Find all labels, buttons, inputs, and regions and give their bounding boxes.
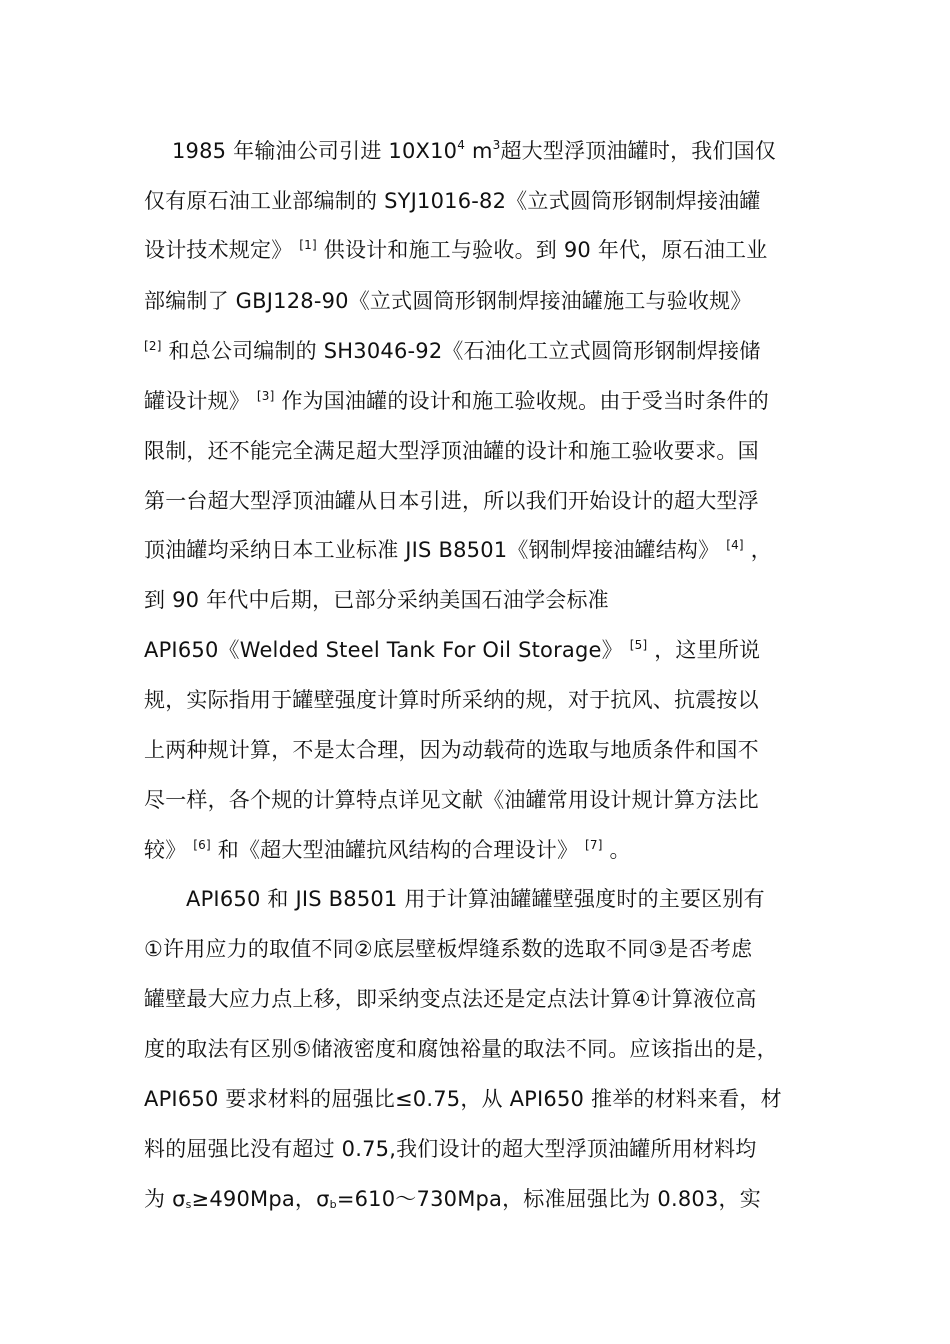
- text-span: 作为国油罐的设计和施工验收规。由于受当时条件的: [274, 389, 769, 413]
- text-line: 到 90 年代中后期，已部分采纳美国石油学会标准: [144, 588, 609, 612]
- text-span: =610～730Mpa，标准屈强比为 0.803，实: [336, 1187, 761, 1211]
- text-line: [144, 331, 760, 371]
- citation-ref: [1]: [299, 238, 317, 252]
- citation-ref: [5]: [629, 638, 648, 652]
- text-span: ≥490Mpa，σ: [191, 1187, 330, 1211]
- text-line: [172, 131, 776, 171]
- text-line: 上两种规计算，不是太合理，因为动载荷的选取与地质条件和国不: [144, 738, 759, 762]
- text-span: 超大型浮顶油罐时，我们国仅: [500, 139, 777, 163]
- text-span: 罐设计规》: [144, 389, 257, 413]
- text-span: 设计技术规定》: [144, 238, 300, 262]
- text-line: 度的取法有区别⑤储液密度和腐蚀裕量的取法不同。应该指出的是，: [144, 1037, 778, 1061]
- text-line: 第一台超大型浮顶油罐从日本引进，所以我们开始设计的超大型浮: [144, 489, 759, 513]
- text-line: [144, 1179, 761, 1219]
- superscript: 4: [457, 138, 466, 152]
- text-span: API650《Welded Steel Tank For Oil Storage》: [144, 638, 630, 662]
- text-line: 仅有原石油工业部编制的 SYJ1016-82《立式圆筒形钢制焊接油罐: [144, 189, 761, 213]
- text-line: API650 要求材料的屈强比≤0.75，从 API650 推举的材料来看，材: [144, 1087, 782, 1111]
- text-line: 尽一样，各个规的计算特点详见文献《油罐常用设计规计算方法比: [144, 788, 759, 812]
- text-span: m: [465, 139, 493, 163]
- text-span: 。: [602, 838, 631, 862]
- subscript: b: [329, 1198, 337, 1211]
- text-line: 部编制了 GBJ128-90《立式圆筒形钢制焊接油罐施工与验收规》: [144, 289, 752, 313]
- text-line: [144, 381, 769, 421]
- text-line: [144, 230, 767, 270]
- text-line: API650 和 JIS B8501 用于计算油罐罐壁强度时的主要区别有: [186, 887, 765, 911]
- text-span: 和总公司编制的 SH3046-92《石油化工立式圆筒形钢制焊接储: [161, 339, 761, 363]
- text-span: ，这里所说: [647, 638, 761, 662]
- text-span: ，: [743, 538, 772, 562]
- text-line: [144, 830, 631, 870]
- text-line: 料的屈强比没有超过 0.75,我们设计的超大型浮顶油罐所用材料均: [144, 1137, 757, 1161]
- text-line: 限制，还不能完全满足超大型浮顶油罐的设计和施工验收要求。国: [144, 439, 759, 463]
- text-span: 1985 年输油公司引进 10X10: [172, 139, 458, 163]
- text-span: 较》: [144, 838, 194, 862]
- text-span: 供设计和施工与验收。到 90 年代，原石油工业: [316, 238, 768, 262]
- text-line: [144, 630, 760, 670]
- text-line: ①许用应力的取值不同②底层壁板焊缝系数的选取不同③是否考虑: [144, 937, 753, 961]
- text-span: 和《超大型油罐抗风结构的合理设计》: [210, 838, 586, 862]
- citation-ref: [3]: [256, 389, 275, 403]
- text-line: 规，实际指用于罐壁强度计算时所采纳的规，对于抗风、抗震按以: [144, 688, 759, 712]
- text-line: [144, 530, 772, 570]
- citation-ref: [6]: [193, 838, 211, 852]
- text-span: 为 σ: [144, 1187, 186, 1211]
- superscript: 3: [492, 138, 501, 152]
- text-span: 顶油罐均采纳日本工业标准 JIS B8501《钢制焊接油罐结构》: [144, 538, 727, 562]
- citation-ref: [2]: [144, 339, 162, 353]
- text-line: 罐壁最大应力点上移，即采纳变点法还是定点法计算④计算液位高: [144, 987, 757, 1011]
- subscript: s: [185, 1198, 192, 1211]
- citation-ref: [7]: [585, 838, 603, 852]
- citation-ref: [4]: [726, 538, 744, 552]
